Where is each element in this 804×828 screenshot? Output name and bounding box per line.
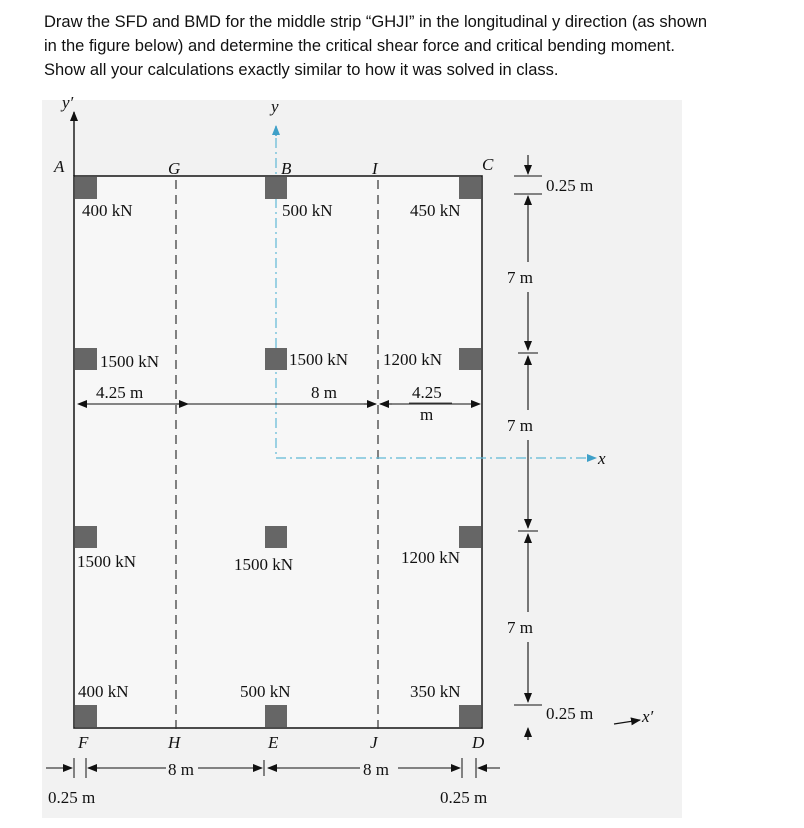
column-A bbox=[75, 177, 97, 199]
load-row2-left: 1500 kN bbox=[100, 352, 160, 371]
label-I: I bbox=[372, 159, 378, 178]
question-line-2: in the figure below) and determine the critical shear force and critical bending moment. bbox=[44, 37, 675, 55]
load-row3-right: 1200 kN bbox=[401, 548, 461, 567]
dim-top-edge: 0.25 m bbox=[546, 176, 594, 195]
dim-strip-right-unit: m bbox=[420, 405, 434, 424]
dim-bottom-right-edge: 0.25 m bbox=[440, 788, 488, 807]
slab-outline bbox=[74, 176, 482, 728]
dim-span-mid: 8 m bbox=[311, 383, 337, 402]
dim-span-x2: 8 m bbox=[363, 760, 389, 779]
column-F bbox=[75, 705, 97, 727]
column-E bbox=[265, 705, 287, 727]
load-bottom-mid: 500 kN bbox=[240, 682, 291, 701]
column-C bbox=[459, 177, 481, 199]
column-B bbox=[265, 177, 287, 199]
load-row2-mid: 1500 kN bbox=[289, 350, 349, 369]
dim-bottom-edge: 0.25 m bbox=[546, 704, 594, 723]
dim-span-y1: 7 m bbox=[507, 268, 533, 287]
dim-strip-left-width: 4.25 m bbox=[96, 383, 144, 402]
question-line-3: Show all your calculations exactly similar to how it was solved in class. bbox=[44, 61, 559, 79]
load-bottom-left: 400 kN bbox=[78, 682, 129, 701]
label-A: A bbox=[54, 157, 65, 176]
label-D: D bbox=[472, 733, 485, 752]
label-H: H bbox=[168, 733, 181, 752]
label-E: E bbox=[268, 733, 279, 752]
column-row3-mid bbox=[265, 526, 287, 548]
label-B: B bbox=[281, 159, 292, 178]
axis-label-x-prime: x′ bbox=[642, 707, 654, 726]
dim-strip-right-width: 4.25 bbox=[412, 383, 442, 402]
column-D bbox=[459, 705, 481, 727]
column-row2-mid bbox=[265, 348, 287, 370]
load-top-left: 400 kN bbox=[82, 201, 133, 220]
axis-label-x: x bbox=[598, 449, 606, 468]
column-row2-left bbox=[75, 348, 97, 370]
axis-label-y-prime: y′ bbox=[62, 93, 74, 112]
load-top-right: 450 kN bbox=[410, 201, 461, 220]
load-row3-mid: 1500 kN bbox=[234, 555, 294, 574]
label-G: G bbox=[168, 159, 181, 178]
dim-span-x1: 8 m bbox=[168, 760, 194, 779]
dim-span-y2: 7 m bbox=[507, 416, 533, 435]
axis-label-y: y bbox=[271, 97, 279, 116]
column-row3-left bbox=[75, 526, 97, 548]
load-top-mid: 500 kN bbox=[282, 201, 333, 220]
question-line-1: Draw the SFD and BMD for the middle strip “GHJI” in the longitudinal y direction (as shown bbox=[44, 13, 708, 31]
column-row2-right bbox=[459, 348, 481, 370]
load-row3-left: 1500 kN bbox=[77, 552, 137, 571]
dim-span-y3: 7 m bbox=[507, 618, 533, 637]
load-bottom-right: 350 kN bbox=[410, 682, 461, 701]
column-row3-right bbox=[459, 526, 481, 548]
dim-bottom-left-edge: 0.25 m bbox=[48, 788, 96, 807]
load-row2-right: 1200 kN bbox=[383, 350, 443, 369]
label-J: J bbox=[370, 733, 378, 752]
label-C: C bbox=[482, 155, 494, 174]
label-F: F bbox=[78, 733, 89, 752]
